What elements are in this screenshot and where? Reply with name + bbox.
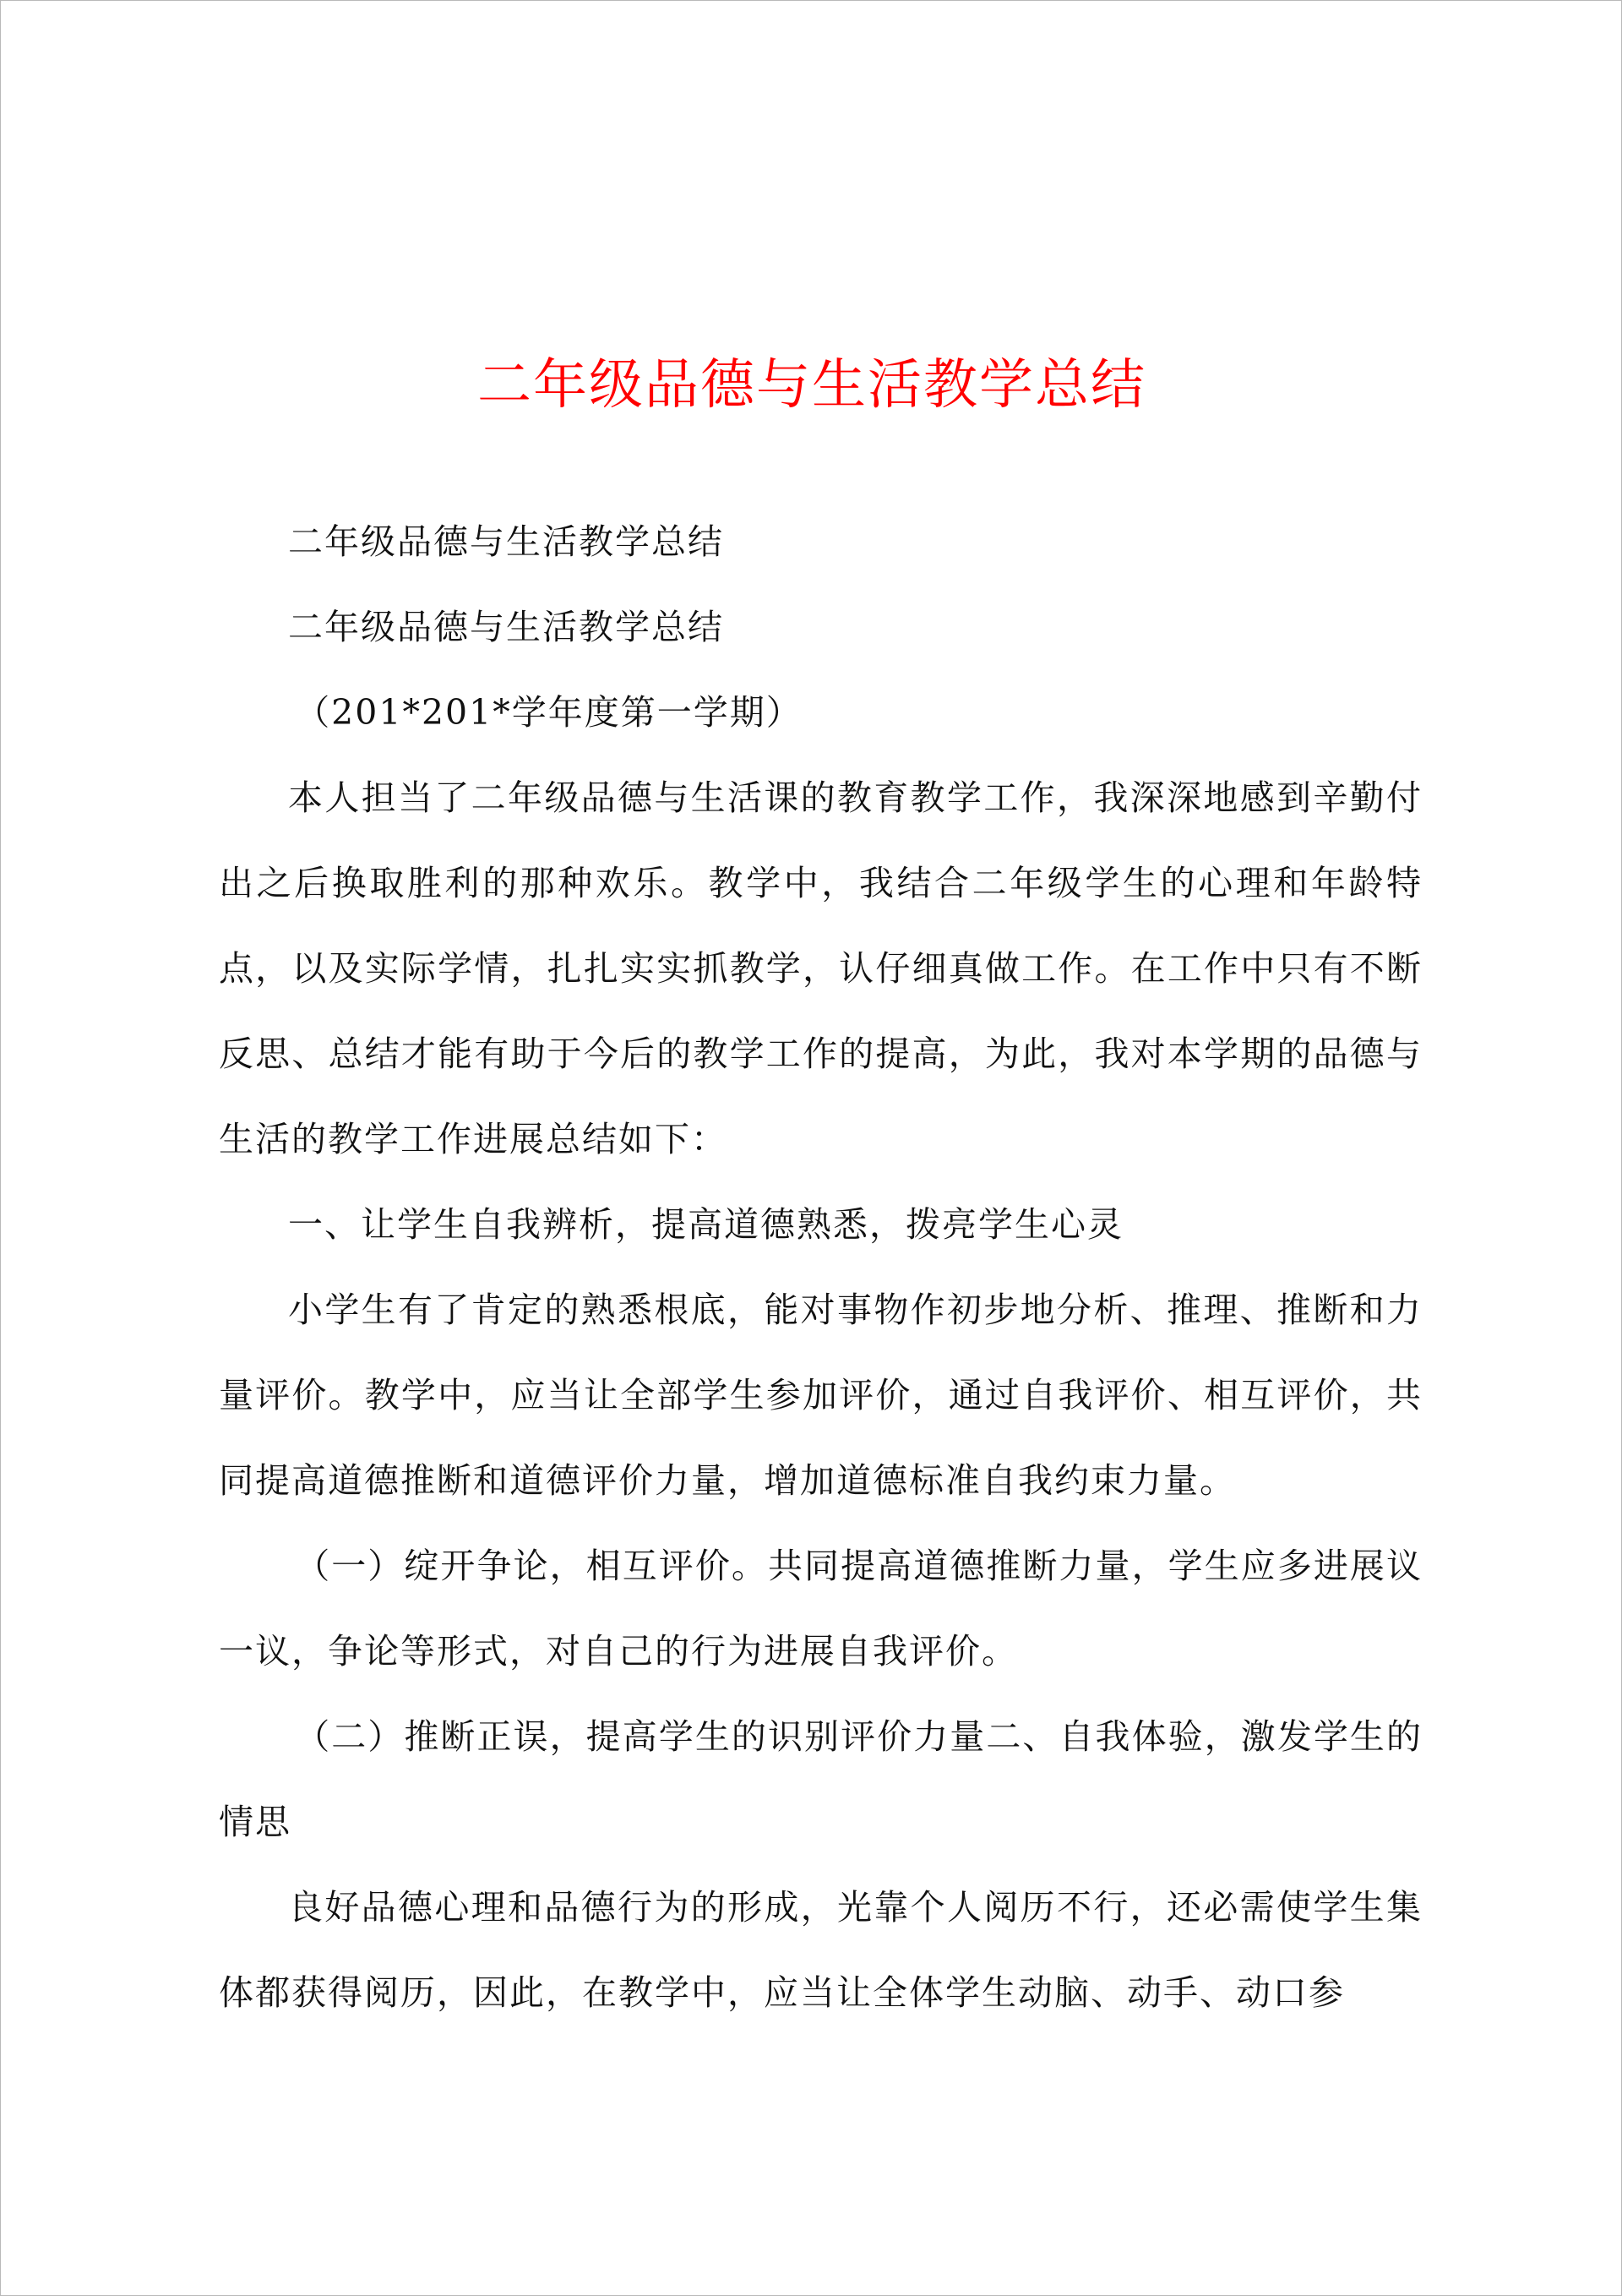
document-title: 二年级品德与生活教学总结 (477, 354, 1146, 417)
paragraph-subsection-two: （二）推断正误，提高学生的识别评价力量二、自我体验，激发学生的情思 (219, 1716, 1423, 1842)
paragraph-section-one-body: 小学生有了肯定的熟悉根底，能对事物作初步地分析、推理、推断和力量评价。教学中，应当让全部学生参加评价，通过自我评价、相互评价，共同提高道德推断和道德评价力量，增加道德标准自我约束力量。 (219, 1290, 1423, 1501)
paragraph-section-one-heading: 一、让学生自我辨析，提高道德熟悉，拨亮学生心灵 (288, 1204, 1124, 1245)
paragraph-heading-repeat-2: 二年级品德与生活教学总结 (288, 607, 724, 647)
paragraph-intro: 本人担当了二年级品德与生活课的教育教学工作，我深深地感到辛勤付出之后换取胜利的那种欢乐。教学中，我结合二年级学生的心理和年龄特点，以及实际学情，扎扎实实抓教学，认仔细真做工作。在工作中只有不断反思、总结才能有助于今后的教学工作的提高，为此，我对本学期的品德与生活的教学工作进展总结如下： (219, 777, 1423, 1159)
paragraph-section-two-body: 良好品德心理和品德行为的形成，光靠个人阅历不行，还必需使学生集体都获得阅历，因此，在教学中，应当让全体学生动脑、动手、动口参 (219, 1887, 1423, 2013)
paragraph-heading-repeat-1: 二年级品德与生活教学总结 (288, 521, 724, 562)
paragraph-school-term: （201*201*学年度第一学期） (295, 692, 803, 733)
document-body (219, 499, 1423, 2036)
paragraph-subsection-one: （一）绽开争论，相互评价。共同提高道德推断力量，学生应多进展议一议，争论等形式，对自己的行为进展自我评价。 (219, 1546, 1423, 1672)
